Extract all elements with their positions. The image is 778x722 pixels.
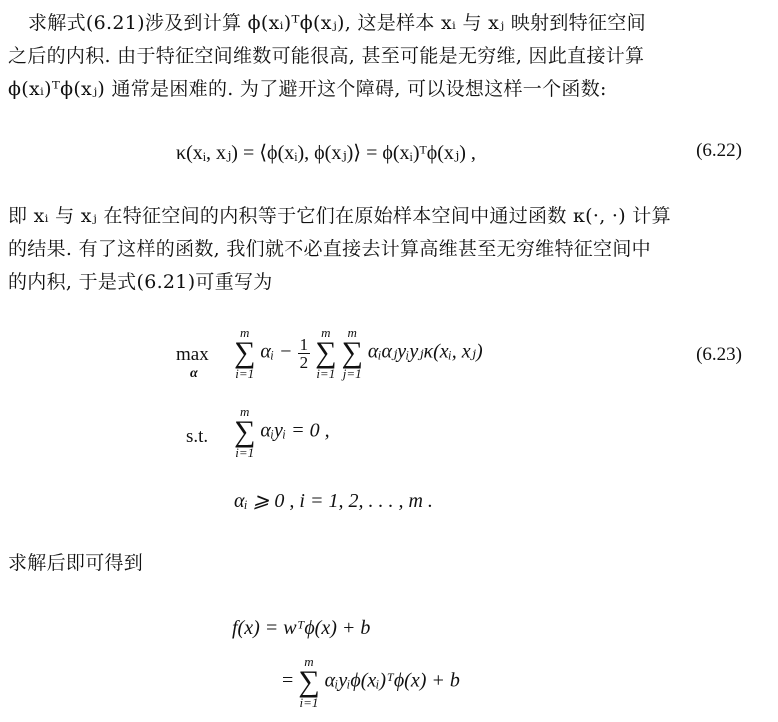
constraint-term: αᵢyᵢ = 0 ,: [260, 419, 330, 442]
para2-line2: 的结果. 有了这样的函数, 我们就不必直接去计算高维甚至无穷维特征空间中: [8, 238, 651, 260]
constraint-sum: [234, 405, 330, 459]
equation-number-6-22: (6.22): [696, 140, 742, 161]
sum-constraint: m ∑ i=1: [234, 404, 256, 460]
sum-i: m ∑ i=1: [234, 325, 256, 381]
para1-line1: 求解式(6.21)涉及到计算 ϕ(xᵢ)ᵀϕ(xⱼ), 这是样本 xᵢ 与 xⱼ 映射到特征空间: [28, 12, 646, 34]
para2-line1: 即 xᵢ 与 xⱼ 在特征空间的内积等于它们在原始样本空间中通过函数 κ(·, ·) 计算: [8, 205, 671, 227]
objective-term2: αᵢαⱼyᵢyⱼκ(xᵢ, xⱼ): [367, 340, 483, 363]
para1-line2: 之后的内积. 由于特征空间维数可能很高, 甚至可能是无穷维, 因此直接计算: [8, 45, 645, 67]
half-fraction: $\frac{1}{2}$: [299, 334, 309, 372]
objective-term1: αᵢ −: [260, 340, 293, 363]
equation-number-6-23: (6.23): [696, 344, 742, 365]
final-equation-line2: = m ∑ i=1 αᵢyᵢϕ(xᵢ)ᵀϕ(x) + b: [282, 654, 460, 710]
objective-expression: [234, 326, 483, 380]
max-label: max: [176, 344, 209, 365]
sum-i-2: m ∑ i=1: [315, 325, 337, 381]
sum-j: m ∑ j=1: [341, 325, 363, 381]
para2-line3: 的内积, 于是式(6.21)可重写为: [8, 271, 273, 293]
para3-line1: 求解后即可得到: [8, 552, 144, 574]
equation-6-22: κ(xᵢ, xⱼ) = ⟨ϕ(xᵢ), ϕ(xⱼ)⟩ = ϕ(xᵢ)ᵀϕ(xⱼ) ,: [176, 142, 476, 164]
constraint-nonneg: αᵢ ⩾ 0 , i = 1, 2, . . . , m .: [234, 490, 433, 512]
max-subscript: α: [190, 366, 198, 381]
para1-line3: ϕ(xᵢ)ᵀϕ(xⱼ) 通常是困难的. 为了避开这个障碍, 可以设想这样一个函数:: [8, 78, 607, 100]
st-label: s.t.: [186, 426, 209, 447]
sum-final: m ∑ i=1: [298, 654, 320, 710]
final-equation-line1: f(x) = wᵀϕ(x) + b: [232, 617, 371, 639]
